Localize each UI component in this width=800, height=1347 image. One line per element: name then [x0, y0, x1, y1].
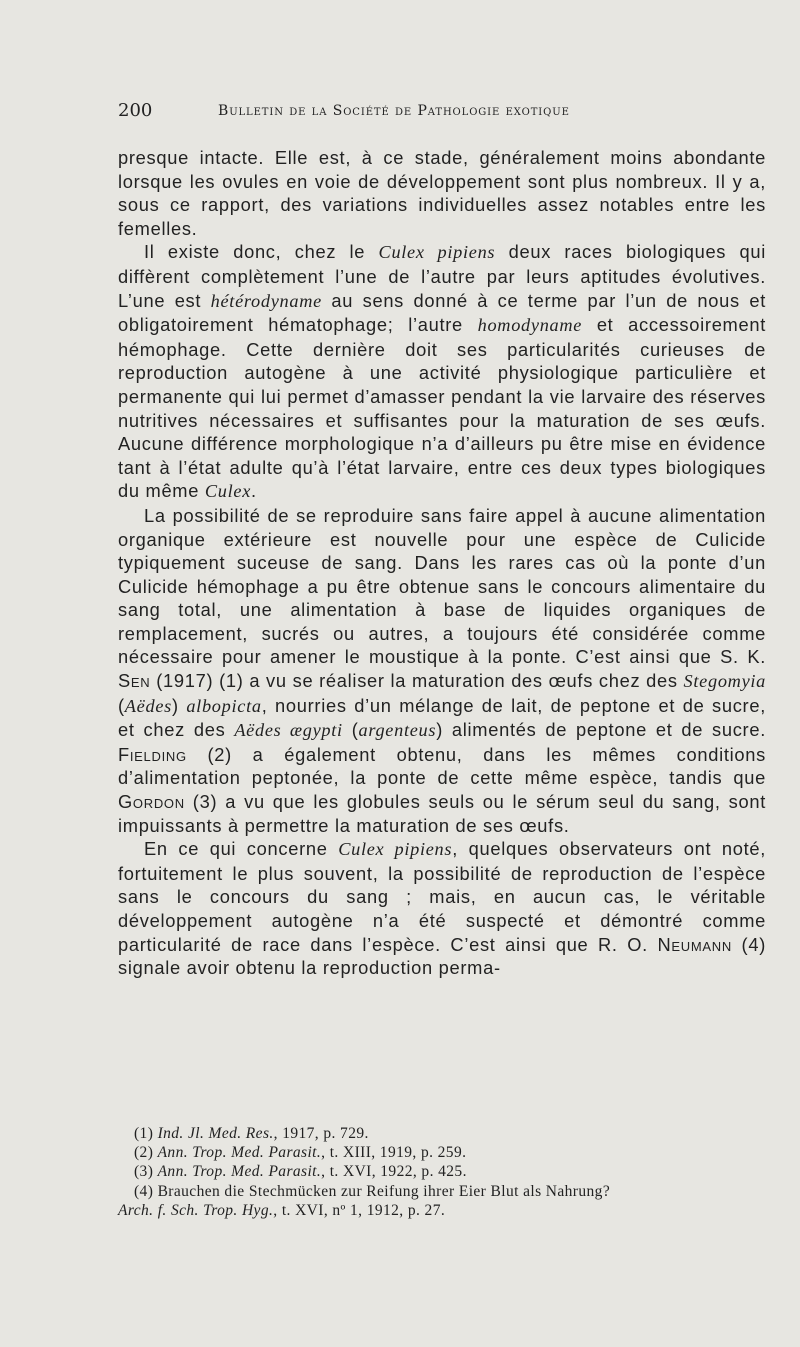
footnote-4-source: Arch. f. Sch. Trop. Hyg., t. XVI, nº 1, 1912, p. 27.	[118, 1201, 446, 1219]
footnote-4: (4) Brauchen die Stechmücken zur Reifung ihrer Eier Blut als Nahrung?	[134, 1182, 611, 1200]
body-text	[118, 146, 766, 980]
page-header	[118, 100, 683, 130]
paragraph-1: presque intacte. Elle est, à ce stade, généralement moins abondante lorsque les ovules en voie de développement sont plus nombreux. Il y a, sous ce rapport, des variations individuelles assez notables entre les femelles.	[118, 147, 766, 239]
paragraph-3: La possibilité de se reproduire sans faire appel à aucune alimentation organique extérieure est nouvelle pour une espèce de Culicide typiquement suceuse de sang. Dans les rares cas où la ponte d’un Culicide hémophage a pu être obtenue sans le concours alimentaire du sang total, une alimentation à base de liquides organiques de remplacement, sucrés ou autres, a toujours été considérée comme nécessaire pour amener le moustique à la ponte. C’est ainsi que S. K. Sen (1917) (1) a vu se réaliser la maturation des œufs chez des Stegomyia (Aëdes) albopicta, nourries d’un mélange de lait, de peptone et de sucre, et chez des Aëdes ægypti (argenteus) alimentés de peptone et de sucre. Fielding (2) a également obtenu, dans les mêmes conditions d’alimentation peptonée, la ponte de cette même espèce, tandis que Gordon (3) a vu que les globules seuls ou le sérum seul du sang, sont impuissants à permettre la maturation de ses œufs.	[118, 504, 766, 836]
footnote-1: (1) Ind. Jl. Med. Res., 1917, p. 729.	[134, 1125, 369, 1142]
footnote-2: (2) Ann. Trop. Med. Parasit., t. XIII, 1919, p. 259.	[134, 1144, 467, 1162]
running-title: Bulletin de la Société de Pathologie exotique	[218, 103, 570, 119]
paragraph-2: Il existe donc, chez le Culex pipiens deux races biologiques qui diffèrent complètement l’une de l’autre par leurs aptitudes évolutives. L’une est hétérodyname au sens donné à ce terme par l’un de nous et obligatoirement hématophage; l’autre homodyname et accessoirement hémophage. Cette dernière doit ses particularités curieuses de reproduction autogène à une activité physiologique particulière et permanente qui lui permet d’amasser pendant la vie larvaire des réserves nutritives nécessaires et suffisantes pour la maturation de ses œufs. Aucune différence morphologique n’a d’ailleurs pu être mise en évidence tant à l’état adulte qu’à l’état larvaire, entre ces deux types biologiques du même Culex.	[118, 241, 767, 502]
page-number: 200	[118, 100, 153, 121]
footnotes	[118, 1124, 766, 1220]
paragraph-4: En ce qui concerne Culex pipiens, quelques observateurs ont noté, fortuitement le plus souvent, la possibilité de reproduction de l’espèce sans le concours du sang ; mais, en aucun cas, le véritable développement autogène n’a été suspecté et démontré comme particularité de race dans l’espèce. C’est ainsi que R. O. Neumann (4) signale avoir obtenu la reproduction perma-	[118, 838, 766, 979]
footnote-3: (3) Ann. Trop. Med. Parasit., t. XVI, 1922, p. 425.	[134, 1163, 467, 1181]
